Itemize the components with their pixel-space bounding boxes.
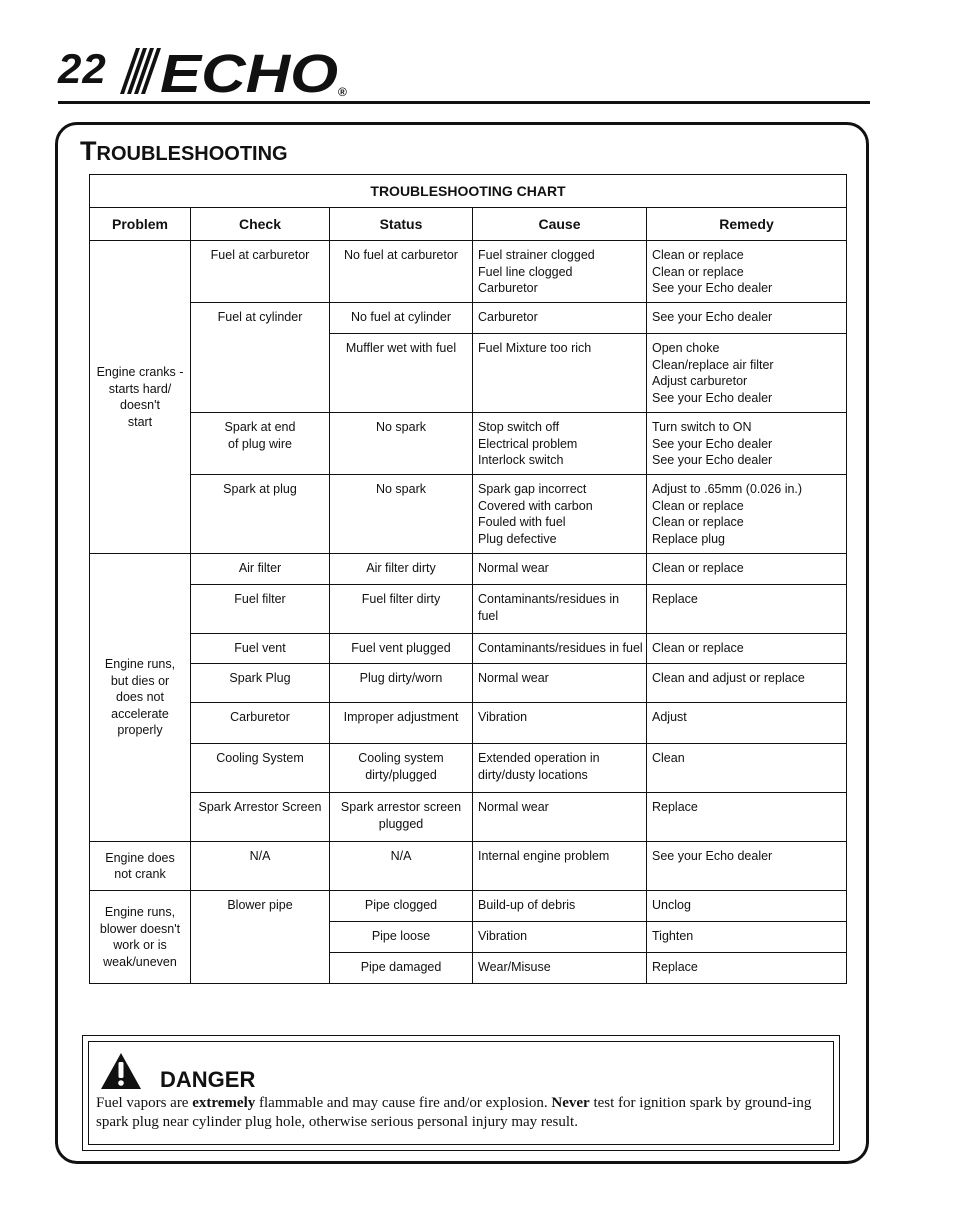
section-title-cap: T [80, 136, 97, 166]
remedy-cell: Replace [647, 585, 847, 634]
cause-cell: Normal wear [473, 793, 647, 842]
table-row [90, 554, 847, 585]
chart-body [90, 241, 847, 984]
status-cell: Cooling system dirty/plugged [330, 744, 473, 793]
cause-cell: Normal wear [473, 554, 647, 585]
check-cell: Air filter [191, 554, 330, 585]
troubleshooting-chart [89, 174, 847, 984]
section-title [80, 134, 288, 173]
status-cell: No fuel at carburetor [330, 241, 473, 303]
remedy-cell: Clean or replace [647, 554, 847, 585]
header-rule [58, 101, 870, 104]
table-row [90, 793, 847, 842]
problem-cell-engine-runs-blower-weak: Engine runs, blower doesn't work or is weak/uneven [90, 891, 191, 984]
cause-cell: Fuel strainer clogged Fuel line clogged Carburetor [473, 241, 647, 303]
table-row [90, 475, 847, 554]
cause-cell: Contaminants/residues in fuel [473, 634, 647, 664]
column-header-cause: Cause [473, 208, 647, 241]
table-row [90, 664, 847, 703]
remedy-cell: See your Echo dealer [647, 303, 847, 334]
check-cell: Spark at plug [191, 475, 330, 554]
registered-mark: ® [338, 85, 347, 98]
cause-cell: Contaminants/residues in fuel [473, 585, 647, 634]
check-cell: Blower pipe [191, 891, 330, 984]
status-cell: Spark arrestor screen plugged [330, 793, 473, 842]
check-cell: Fuel at cylinder [191, 303, 330, 413]
check-cell: Spark at end of plug wire [191, 413, 330, 475]
cause-cell: Normal wear [473, 664, 647, 703]
remedy-cell: Replace [647, 793, 847, 842]
check-cell: Fuel at carburetor [191, 241, 330, 303]
danger-title: DANGER [160, 1067, 256, 1092]
table-row [90, 413, 847, 475]
column-header-check: Check [191, 208, 330, 241]
cause-cell: Extended operation in dirty/dusty locations [473, 744, 647, 793]
chart-title: TROUBLESHOOTING CHART [90, 175, 847, 208]
status-cell: Fuel vent plugged [330, 634, 473, 664]
cause-cell: Spark gap incorrect Covered with carbon Fouled with fuel Plug defective [473, 475, 647, 554]
cause-cell: Vibration [473, 703, 647, 744]
remedy-cell: Clean and adjust or replace [647, 664, 847, 703]
check-cell: Spark Arrestor Screen [191, 793, 330, 842]
check-cell: Fuel filter [191, 585, 330, 634]
remedy-cell: See your Echo dealer [647, 842, 847, 891]
table-row [90, 744, 847, 793]
cause-cell: Build-up of debris [473, 891, 647, 922]
problem-cell-engine-runs-but-dies: Engine runs, but dies or does not accelerate properly [90, 554, 191, 842]
status-cell: No fuel at cylinder [330, 303, 473, 334]
table-row [90, 703, 847, 744]
problem-cell-engine-cranks-starts-hard: Engine cranks - starts hard/ doesn't start [90, 241, 191, 554]
danger-message: Fuel vapors are extremely flammable and may cause fire and/or explosion. Never test for ignition spark by ground-ing spark plug near cylinder plug hole, otherwise serious personal injury may result. [96, 1095, 812, 1130]
cause-cell: Stop switch off Electrical problem Interlock switch [473, 413, 647, 475]
check-cell: Carburetor [191, 703, 330, 744]
table-row [90, 842, 847, 891]
remedy-cell: Clean [647, 744, 847, 793]
cause-cell: Wear/Misuse [473, 953, 647, 984]
remedy-cell: Unclog [647, 891, 847, 922]
remedy-cell: Adjust to .65mm (0.026 in.) Clean or replace Clean or replace Replace plug [647, 475, 847, 554]
remedy-cell: Clean or replace Clean or replace See your Echo dealer [647, 241, 847, 303]
remedy-cell: Replace [647, 953, 847, 984]
check-cell: Fuel vent [191, 634, 330, 664]
status-cell: Pipe loose [330, 922, 473, 953]
table-row [90, 241, 847, 303]
table-row [90, 634, 847, 664]
status-cell: Improper adjustment [330, 703, 473, 744]
status-cell: Fuel filter dirty [330, 585, 473, 634]
table-row [90, 303, 847, 334]
section-title-rest: ROUBLESHOOTING [96, 143, 288, 165]
warning-triangle-icon [100, 1052, 142, 1090]
echo-logo [120, 44, 352, 98]
cause-cell: Fuel Mixture too rich [473, 334, 647, 413]
status-cell: No spark [330, 413, 473, 475]
cause-cell: Carburetor [473, 303, 647, 334]
status-cell: No spark [330, 475, 473, 554]
table-row [90, 585, 847, 634]
status-cell: Pipe damaged [330, 953, 473, 984]
column-header-status: Status [330, 208, 473, 241]
check-cell: Spark Plug [191, 664, 330, 703]
column-header-problem: Problem [90, 208, 191, 241]
remedy-cell: Adjust [647, 703, 847, 744]
cause-cell: Internal engine problem [473, 842, 647, 891]
remedy-cell: Clean or replace [647, 634, 847, 664]
table-row [90, 891, 847, 922]
check-cell: Cooling System [191, 744, 330, 793]
column-header-remedy: Remedy [647, 208, 847, 241]
status-cell: Muffler wet with fuel [330, 334, 473, 413]
remedy-cell: Tighten [647, 922, 847, 953]
status-cell: Pipe clogged [330, 891, 473, 922]
check-cell: N/A [191, 842, 330, 891]
remedy-cell: Turn switch to ON See your Echo dealer See your Echo dealer [647, 413, 847, 475]
remedy-cell: Open choke Clean/replace air filter Adjust carburetor See your Echo dealer [647, 334, 847, 413]
brand-wordmark: ECHO [160, 44, 338, 98]
cause-cell: Vibration [473, 922, 647, 953]
status-cell: Air filter dirty [330, 554, 473, 585]
page-number: 22 [58, 45, 107, 92]
problem-cell-engine-does-not-crank: Engine does not crank [90, 842, 191, 891]
status-cell: Plug dirty/worn [330, 664, 473, 703]
status-cell: N/A [330, 842, 473, 891]
